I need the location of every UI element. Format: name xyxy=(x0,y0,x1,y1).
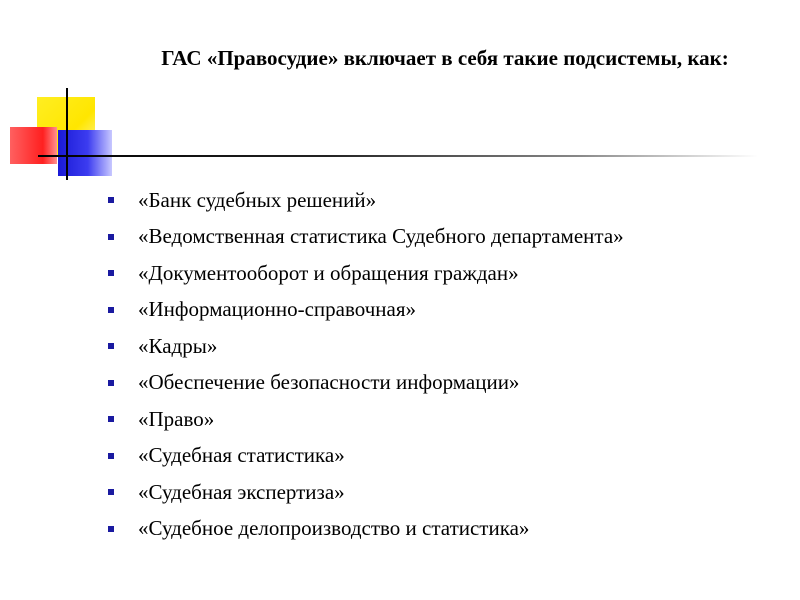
list-item-text: «Банк судебных решений» xyxy=(138,187,377,212)
list-item xyxy=(108,328,624,365)
square-bullet-icon xyxy=(108,197,114,203)
list-item xyxy=(108,255,624,292)
list-item-text: «Обеспечение безопасности информации» xyxy=(138,370,520,395)
list-item-text: «Судебное делопроизводство и статистика» xyxy=(138,516,530,541)
vertical-line-decoration xyxy=(66,88,68,180)
list-item xyxy=(108,474,624,511)
square-bullet-icon xyxy=(108,380,114,386)
subsystem-list xyxy=(108,182,624,547)
list-item xyxy=(108,401,624,438)
square-bullet-icon xyxy=(108,343,114,349)
square-bullet-icon xyxy=(108,489,114,495)
list-item xyxy=(108,219,624,256)
square-bullet-icon xyxy=(108,307,114,313)
list-item-text: «Судебная статистика» xyxy=(138,443,345,468)
list-item-text: «Судебная экспертиза» xyxy=(138,479,345,504)
list-item xyxy=(108,182,624,219)
list-item-text: «Право» xyxy=(138,406,215,431)
horizontal-divider xyxy=(38,155,758,157)
square-bullet-icon xyxy=(108,416,114,422)
square-bullet-icon xyxy=(108,526,114,532)
list-item xyxy=(108,292,624,329)
list-item-text: «Документооборот и обращения граждан» xyxy=(138,260,519,285)
list-item xyxy=(108,365,624,402)
list-item-text: «Кадры» xyxy=(138,333,218,358)
square-bullet-icon xyxy=(108,270,114,276)
list-item xyxy=(108,511,624,548)
red-rectangle-decoration xyxy=(10,127,57,164)
list-item-text: «Ведомственная статистика Судебного департамента» xyxy=(138,224,624,249)
square-bullet-icon xyxy=(108,234,114,240)
list-item-text: «Информационно-справочная» xyxy=(138,297,416,322)
slide-title: ГАС «Правосудие» включает в себя такие подсистемы, как: xyxy=(161,46,729,70)
square-bullet-icon xyxy=(108,453,114,459)
list-item xyxy=(108,438,624,475)
